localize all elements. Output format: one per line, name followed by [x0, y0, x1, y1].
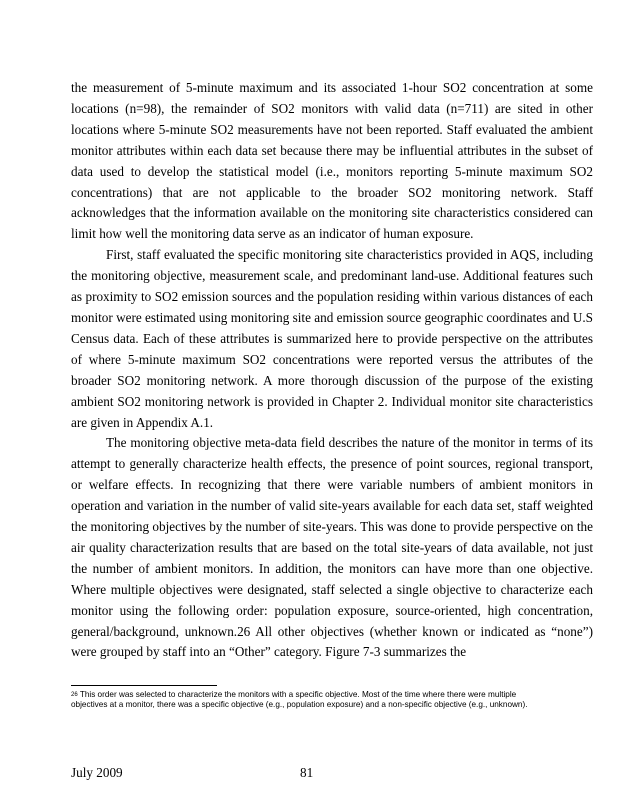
body-text: [71, 78, 593, 663]
footnote-text: This order was selected to characterize the monitors with a specific objective. Most of the time where there were multiple objectives at a monitor, there was a specific objective (e.g., population exposure) and a non-specific objective (e.g., unknown).: [71, 690, 528, 710]
footnote-separator: [71, 685, 217, 686]
footer-date: July 2009: [71, 765, 123, 780]
paragraph-1: the measurement of 5-minute maximum and its associated 1-hour SO2 concentration at some locations (n=98), the remainder of SO2 monitors with valid data (n=711) are sited in other locations where 5-minute SO2 measurements have not been reported. Staff evaluated the ambient monitor attributes within each data set because there may be influential attributes in the subset of data used to develop the statistical model (i.e., monitors reporting 5-minute maximum SO2 concentrations) that are not applicable to the broader SO2 monitoring network. Staff acknowledges that the information available on the monitoring site characteristics considered can limit how well the monitoring data serve as an indicator of human exposure.: [71, 80, 593, 242]
page-number: 81: [300, 765, 314, 780]
paragraph-3: The monitoring objective meta-data field describes the nature of the monitor in terms of its attempt to generally characterize health effects, the presence of point sources, regional transport, or welfare effects. In recognizing that there were variable numbers of ambient monitors in operation and variation in the number of valid site-years available for each data set, staff weighted the monitoring objectives by the number of site-years. This was done to provide perspective on the air quality characterization results that are based on the total site-years of data available, not just the number of ambient monitors. In addition, the monitors can have more than one objective. Where multiple objectives were designated, staff selected a single objective to characterize each monitor using the following order: population exposure, source-oriented, high concentration, general/background, unknown.26 All other objectives (whether known or indicated as “none”) were grouped by staff into an “Other” category. Figure 7-3 summarizes the: [71, 435, 593, 660]
footnote: [71, 690, 551, 710]
footnote-number: 26: [71, 692, 78, 698]
paragraph-2: First, staff evaluated the specific monitoring site characteristics provided in AQS, including the monitoring objective, measurement scale, and predominant land-use. Additional features such as proximity to SO2 emission sources and the population residing within various distances of each monitor were estimated using monitoring site and emission source geographic coordinates and U.S Census data. Each of these attributes is summarized here to provide perspective on the attributes of where 5-minute maximum SO2 concentrations were reported versus the attributes of the broader SO2 monitoring network. A more thorough discussion of the purpose of the existing ambient SO2 monitoring network is provided in Chapter 2. Individual monitor site characteristics are given in Appendix A.1.: [71, 247, 593, 430]
